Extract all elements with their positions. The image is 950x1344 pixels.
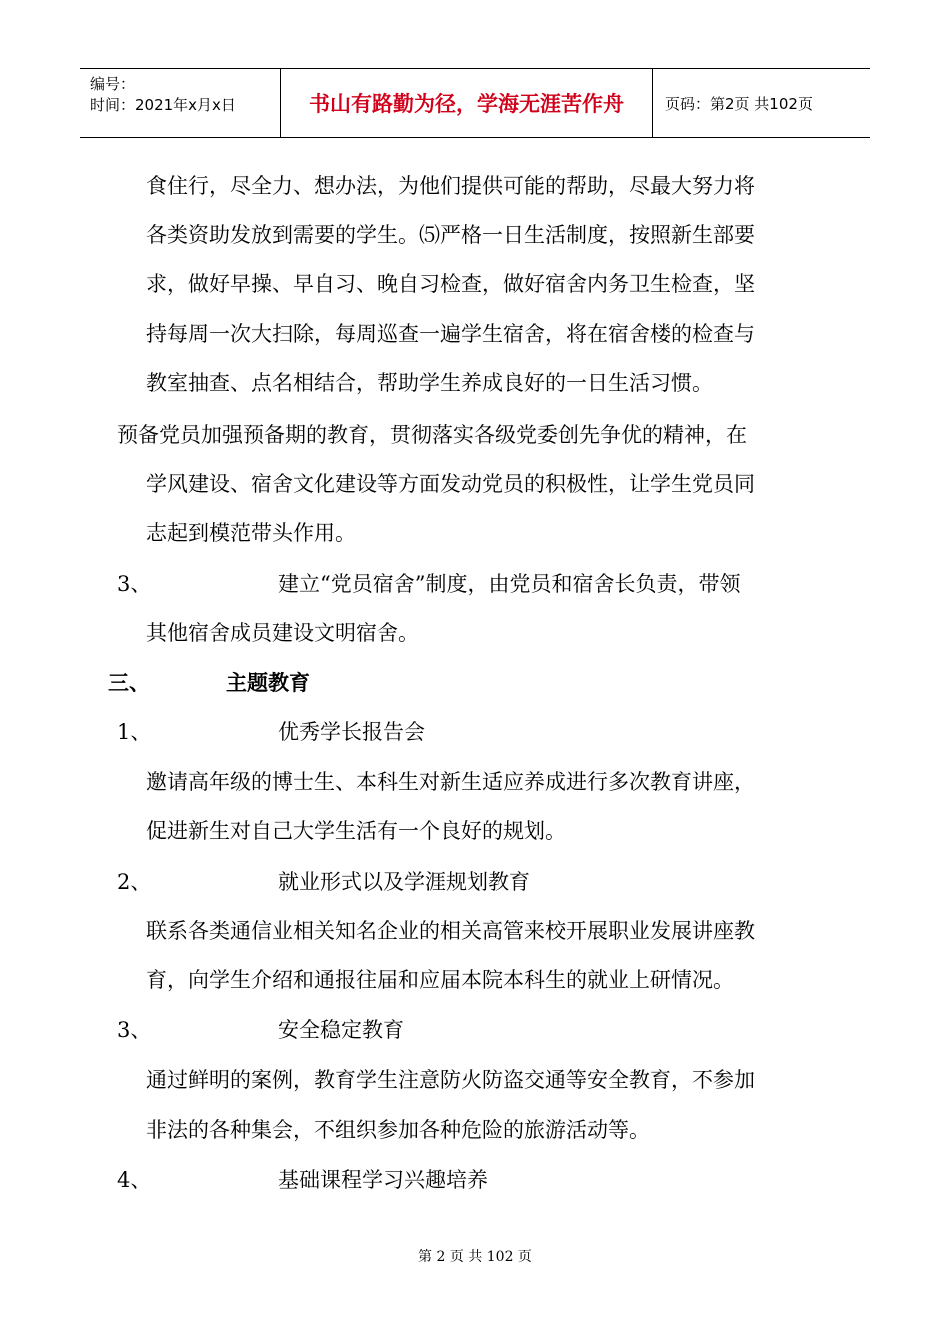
subsection-number: 2、: [117, 870, 152, 894]
header-table: [80, 68, 870, 138]
paragraph-line: 促进新生对自己大学生活有一个良好的规划。: [146, 819, 566, 843]
subsection-title: 就业形式以及学涯规划教育: [278, 870, 530, 894]
paragraph-line: 其他宿舍成员建设文明宿舍。: [146, 621, 419, 645]
paragraph-line: 通过鲜明的案例，教育学生注意防火防盗交通等安全教育，不参加: [146, 1068, 755, 1092]
section-number: 三、: [108, 671, 150, 695]
paragraph-line: 邀请高年级的博士生、本科生对新生适应养成进行多次教育讲座，: [146, 770, 755, 794]
paragraph-line: 志起到模范带头作用。: [146, 521, 356, 545]
paragraph-line: 求，做好早操、早自习、晚自习检查，做好宿舍内务卫生检查，坚: [146, 272, 755, 296]
paragraph-line: 预备党员加强预备期的教育，贯彻落实各级党委创先争优的精神，在: [117, 423, 747, 447]
subsection-number: 3、: [117, 1018, 152, 1042]
subsection-number: 1、: [117, 720, 152, 744]
subsection-title: 优秀学长报告会: [278, 720, 425, 744]
page-footer: 第 2 页 共 102 页: [418, 1249, 532, 1265]
paragraph-line: 联系各类通信业相关知名企业的相关高管来校开展职业发展讲座教: [146, 919, 755, 943]
number-label: 编号：: [90, 75, 136, 93]
subsection-number: 4、: [117, 1168, 152, 1192]
paragraph-line: 学风建设、宿舍文化建设等方面发动党员的积极性，让学生党员同: [146, 472, 755, 496]
motto: 书山有路勤为径，学海无涯苦作舟: [281, 69, 653, 137]
subsection-title: 基础课程学习兴趣培养: [278, 1168, 488, 1192]
header-meta-cell: [80, 69, 281, 137]
page-info: 页码：第2页 共102页: [665, 94, 813, 113]
paragraph-line: 育，向学生介绍和通报往届和应届本院本科生的就业上研情况。: [146, 968, 734, 992]
section-title: 主题教育: [226, 671, 310, 695]
item-text: 建立“党员宿舍”制度，由党员和宿舍长负责，带领: [278, 572, 741, 596]
paragraph-line: 各类资助发放到需要的学生。⑸严格一日生活制度，按照新生部要: [146, 223, 755, 247]
paragraph-line: 食住行，尽全力、想办法，为他们提供可能的帮助，尽最大努力将: [146, 174, 755, 198]
subsection-title: 安全稳定教育: [278, 1018, 404, 1042]
time-label: 时间：2021年x月x日: [90, 96, 236, 114]
paragraph-line: 非法的各种集会，不组织参加各种危险的旅游活动等。: [146, 1118, 650, 1142]
paragraph-line: 教室抽查、点名相结合，帮助学生养成良好的一日生活习惯。: [146, 371, 713, 395]
item-number: 3、: [117, 572, 152, 596]
paragraph-line: 持每周一次大扫除，每周巡查一遍学生宿舍，将在宿舍楼的检查与: [146, 322, 755, 346]
